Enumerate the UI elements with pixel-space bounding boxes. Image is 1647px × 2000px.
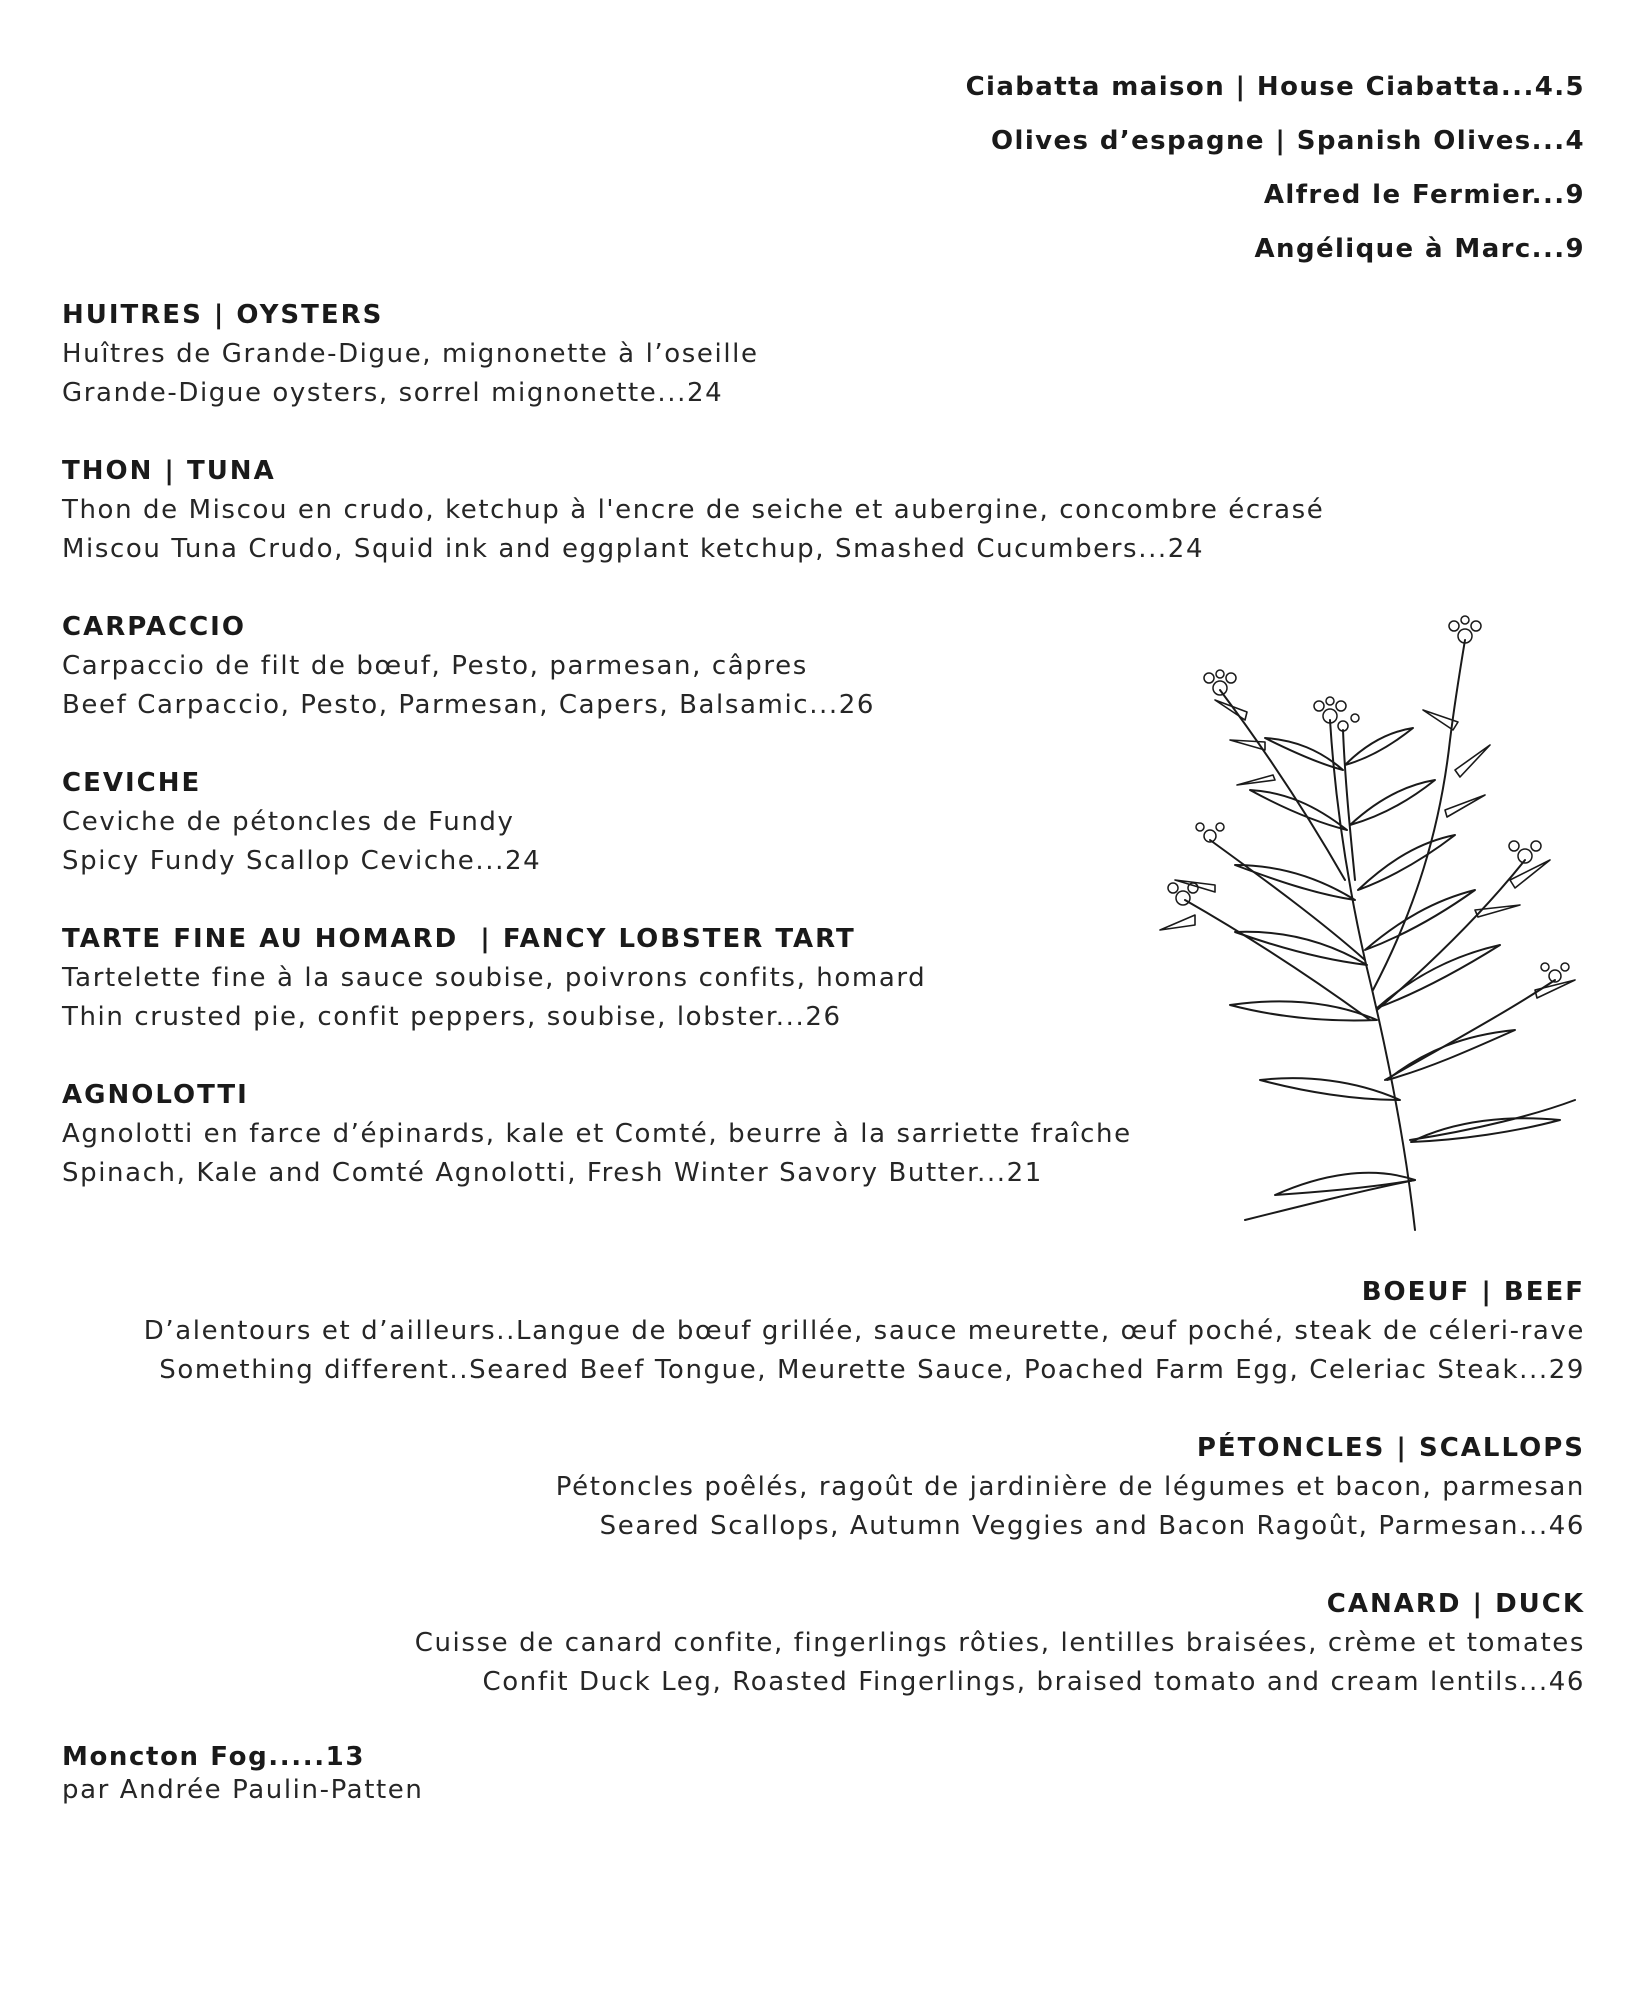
section-heading: TARTE FINE AU HOMARD | FANCY LOBSTER TART [62,924,856,954]
starter-alfred-le-fermier: Alfred le Fermier...9 [1263,180,1585,210]
section-scallops [556,1428,1585,1546]
starter-angelique-a-marc: Angélique à Marc...9 [1254,234,1585,264]
savory-herb-sprig-icon [1115,580,1595,1240]
section-heading: AGNOLOTTI [62,1080,249,1110]
description-en: Spinach, Kale and Comté Agnolotti, Fresh Winter Savory Butter...21 [62,1158,1043,1188]
section-heading: HUITRES | OYSTERS [62,300,384,330]
description-fr: Huîtres de Grande-Digue, mignonette à l’oseille [62,339,759,369]
section-heading: BOEUF | BEEF [1361,1277,1585,1307]
section-agnolotti [62,1075,1132,1193]
description-fr: Tartelette fine à la sauce soubise, poivrons confits, homard [62,963,927,993]
description-en: Something different..Seared Beef Tongue, Meurette Sauce, Poached Farm Egg, Celeriac Steak...29 [159,1355,1585,1385]
section-heading: CEVICHE [62,768,202,798]
signature-credit: par Andrée Paulin-Patten [62,1775,424,1805]
description-en: Spicy Fundy Scallop Ceviche...24 [62,846,542,876]
section-heading: CANARD | DUCK [1326,1589,1585,1619]
starters-list [966,60,1585,276]
section-tuna [62,451,1324,569]
section-beef [144,1272,1585,1390]
description-en: Beef Carpaccio, Pesto, Parmesan, Capers, Balsamic...26 [62,690,876,720]
description-fr: Agnolotti en farce d’épinards, kale et Comté, beurre à la sarriette fraîche [62,1119,1132,1149]
description-fr: D’alentours et d’ailleurs..Langue de bœuf grillée, sauce meurette, œuf poché, steak de céleri-rave [143,1316,1585,1346]
description-en: Miscou Tuna Crudo, Squid ink and eggplant ketchup, Smashed Cucumbers...24 [62,534,1205,564]
signature-title: Moncton Fog.....13 [62,1742,366,1772]
section-heading: THON | TUNA [62,456,276,486]
description-en: Confit Duck Leg, Roasted Fingerlings, braised tomato and cream lentils...46 [482,1667,1585,1697]
starter-ciabatta: Ciabatta maison | House Ciabatta...4.5 [965,72,1585,102]
section-moncton-fog [62,1740,423,1806]
description-en: Thin crusted pie, confit peppers, soubise, lobster...26 [62,1002,842,1032]
description-fr: Ceviche de pétoncles de Fundy [62,807,515,837]
description-en: Grande-Digue oysters, sorrel mignonette...24 [62,378,724,408]
description-fr: Thon de Miscou en crudo, ketchup à l'encre de seiche et aubergine, concombre écrasé [62,495,1325,525]
description-fr: Cuisse de canard confite, fingerlings rôties, lentilles braisées, crème et tomates [414,1628,1585,1658]
description-en: Seared Scallops, Autumn Veggies and Bacon Ragoût, Parmesan...46 [599,1511,1585,1541]
section-oysters [62,295,759,413]
section-ceviche [62,763,541,881]
description-fr: Pétoncles poêlés, ragoût de jardinière de légumes et bacon, parmesan [555,1472,1585,1502]
section-heading: PÉTONCLES | SCALLOPS [1196,1433,1585,1463]
section-heading: CARPACCIO [62,612,246,642]
starter-olives: Olives d’espagne | Spanish Olives...4 [991,126,1585,156]
section-carpaccio [62,607,875,725]
section-duck [415,1584,1585,1702]
description-fr: Carpaccio de filt de bœuf, Pesto, parmesan, câpres [62,651,808,681]
section-lobster-tart [62,919,926,1037]
